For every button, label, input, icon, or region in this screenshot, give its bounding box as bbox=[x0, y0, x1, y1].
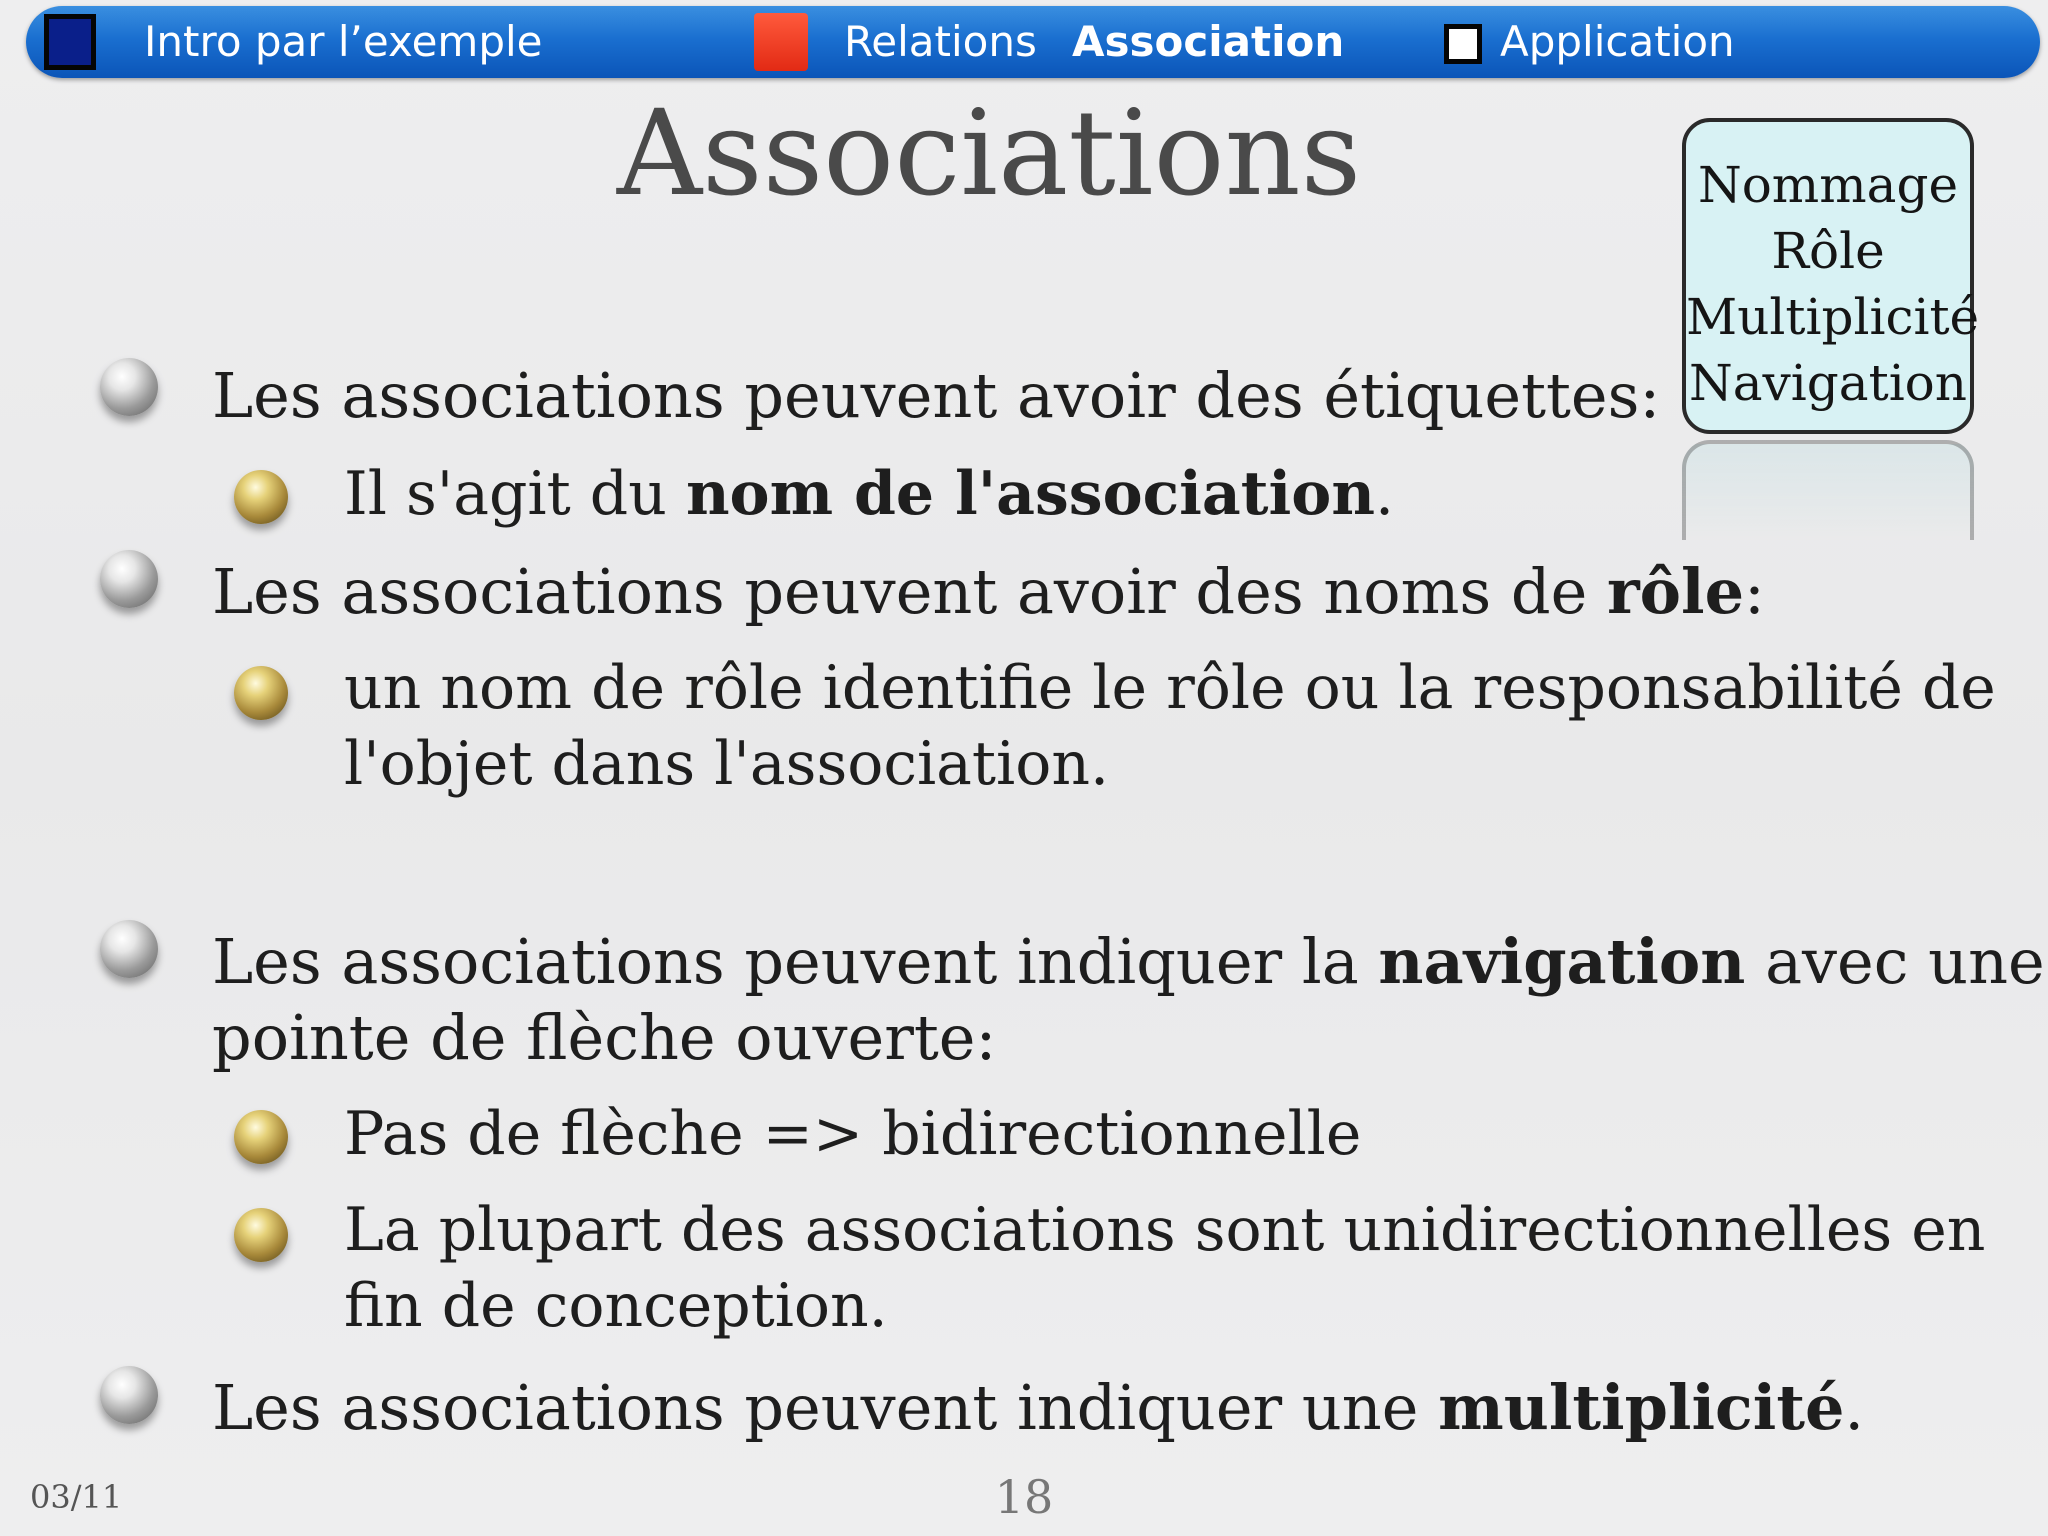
bullet-text bbox=[212, 1370, 1864, 1446]
text-span: Les associations peuvent indiquer une bbox=[212, 1371, 1439, 1444]
sub-bullet-text bbox=[344, 456, 1394, 532]
nav-item-relations[interactable]: Relations bbox=[844, 17, 1037, 66]
sub-bullet-text-cont: l'objet dans l'association. bbox=[344, 729, 1110, 799]
summary-item: Multiplicité bbox=[1686, 288, 1980, 346]
text-span: Les associations peuvent indiquer la bbox=[212, 925, 1379, 998]
summary-item: Rôle bbox=[1771, 222, 1885, 280]
text-span: Il s'agit du bbox=[344, 459, 686, 529]
silver-bullet-icon bbox=[100, 550, 158, 608]
bullet-text bbox=[212, 924, 2045, 1000]
nav-square-intro-icon[interactable] bbox=[44, 14, 96, 70]
text-bold-span: nom de l'association bbox=[685, 459, 1375, 529]
nav-item-intro[interactable]: Intro par l’exemple bbox=[144, 17, 543, 66]
summary-box bbox=[1682, 118, 1980, 434]
sub-bullet-text: un nom de rôle identifie le rôle ou la responsabilité de bbox=[344, 653, 1996, 723]
summary-item: Nommage bbox=[1697, 156, 1959, 214]
nav-square-relations-icon[interactable] bbox=[754, 13, 808, 71]
text-bold-span: rôle bbox=[1607, 555, 1745, 628]
gold-bullet-icon bbox=[234, 1110, 288, 1164]
slide-title: Associations bbox=[616, 84, 1362, 222]
text-span: Les associations peuvent avoir des noms de bbox=[212, 555, 1607, 628]
bullet-text bbox=[212, 554, 1765, 630]
gold-bullet-icon bbox=[234, 1208, 288, 1262]
bullet-text: Les associations peuvent avoir des étiquettes: bbox=[212, 359, 1661, 432]
text-span: . bbox=[1374, 459, 1395, 529]
text-span: . bbox=[1844, 1371, 1865, 1444]
sub-bullet-text: Pas de flèche => bidirectionnelle bbox=[344, 1099, 1362, 1169]
text-span: avec une bbox=[1745, 925, 2045, 998]
silver-bullet-icon bbox=[100, 358, 158, 416]
sub-bullet-text: La plupart des associations sont unidirectionnelles en bbox=[344, 1195, 1986, 1265]
gold-bullet-icon bbox=[234, 666, 288, 720]
summary-item: Navigation bbox=[1688, 354, 1967, 412]
bullet-text-cont: pointe de flèche ouverte: bbox=[212, 1001, 997, 1074]
sub-bullet-text-cont: fin de conception. bbox=[344, 1271, 888, 1341]
nav-square-application-icon[interactable] bbox=[1444, 24, 1482, 64]
text-span: : bbox=[1744, 555, 1765, 628]
nav-item-association[interactable]: Association bbox=[1072, 17, 1345, 66]
nav-item-application[interactable]: Application bbox=[1500, 17, 1735, 66]
footer-date: 03/11 bbox=[30, 1478, 123, 1516]
text-bold-span: multiplicité bbox=[1438, 1371, 1845, 1444]
page-number: 18 bbox=[994, 1470, 1054, 1524]
gold-bullet-icon bbox=[234, 470, 288, 524]
section-navbar bbox=[26, 6, 2040, 78]
summary-box-reflection bbox=[1682, 440, 1974, 540]
text-bold-span: navigation bbox=[1378, 925, 1746, 998]
silver-bullet-icon bbox=[100, 1366, 158, 1424]
silver-bullet-icon bbox=[100, 920, 158, 978]
